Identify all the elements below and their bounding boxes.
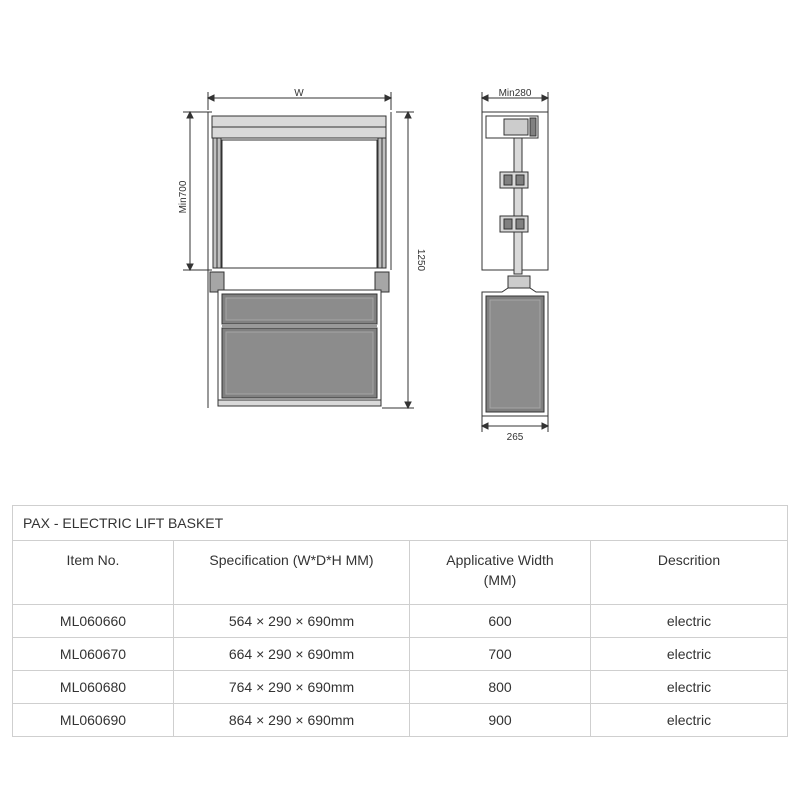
- table-title: PAX - ELECTRIC LIFT BASKET: [13, 506, 788, 541]
- spec-table: [12, 505, 788, 737]
- width-cell: 600: [410, 605, 591, 638]
- table-row: [13, 605, 788, 638]
- desc-cell: electric: [591, 638, 788, 671]
- min-depth-label: Min280: [498, 88, 532, 99]
- item-no-cell: ML060670: [13, 638, 174, 671]
- table-row: [13, 704, 788, 737]
- min-height-label: Min700: [178, 180, 189, 214]
- header-width-line2: (MM): [483, 572, 517, 588]
- item-no-cell: ML060660: [13, 605, 174, 638]
- item-no-cell: ML060690: [13, 704, 174, 737]
- header-description: Descrition: [591, 541, 788, 605]
- width-cell: 800: [410, 671, 591, 704]
- header-item-no: Item No.: [13, 541, 174, 605]
- side-view: [482, 92, 548, 432]
- front-view: [183, 92, 414, 408]
- total-height-label: 1250: [415, 248, 426, 272]
- header-specification: Specification (W*D*H MM): [174, 541, 410, 605]
- spec-cell: 864 × 290 × 690mm: [174, 704, 410, 737]
- width-cell: 900: [410, 704, 591, 737]
- table-row: [13, 638, 788, 671]
- desc-cell: electric: [591, 704, 788, 737]
- spec-cell: 564 × 290 × 690mm: [174, 605, 410, 638]
- width-label: W: [294, 88, 304, 99]
- desc-cell: electric: [591, 671, 788, 704]
- item-no-cell: ML060680: [13, 671, 174, 704]
- basket-depth-label: 265: [506, 432, 524, 443]
- table-header-row: [13, 541, 788, 605]
- table-row: [13, 671, 788, 704]
- header-applicative-width: [410, 541, 591, 605]
- spec-cell: 764 × 290 × 690mm: [174, 671, 410, 704]
- desc-cell: electric: [591, 605, 788, 638]
- width-cell: 700: [410, 638, 591, 671]
- header-width-line1: Applicative Width: [446, 552, 554, 568]
- spec-cell: 664 × 290 × 690mm: [174, 638, 410, 671]
